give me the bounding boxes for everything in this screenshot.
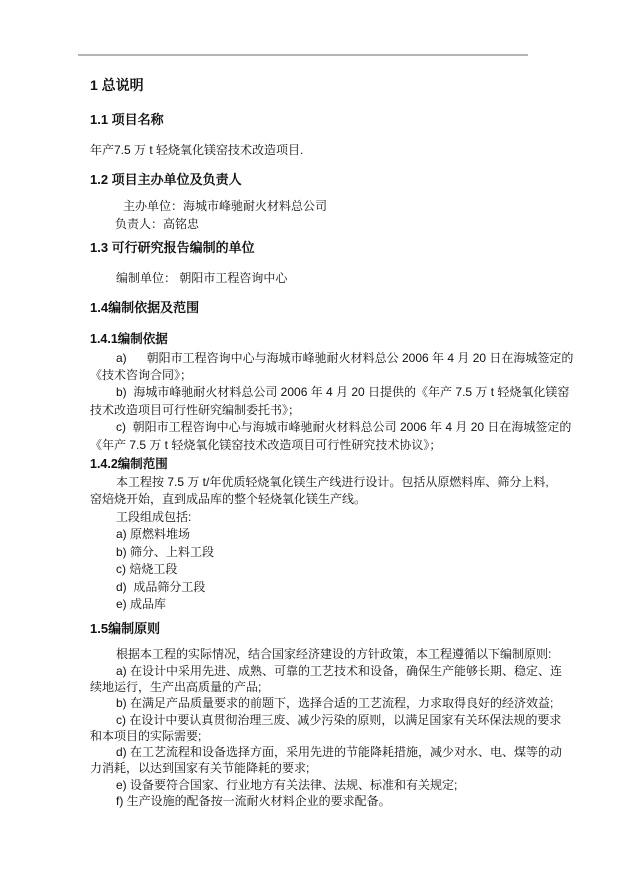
- paragraph-line: 根据本工程的实际情况，结合国家经济建设的方针政策，本工程遵循以下编制原则:: [116, 647, 552, 662]
- paragraph-line: 《年产 7.5 万 t 轻烧氧化镁窑技术改造项目可行性研究技术协议》；: [90, 437, 442, 452]
- paragraph-line: 主办单位：海城市峰驰耐火材料总公司: [123, 199, 328, 214]
- paragraph-line: d) 在工艺流程和设备选择方面，采用先进的节能降耗措施，减少对水、电、煤等的动: [116, 745, 563, 760]
- paragraph-line: 编制单位： 朝阳市工程咨询中心: [116, 271, 288, 286]
- paragraph-line: 本工程按 7.5 万 t/年优质轻烧氧化镁生产线进行设计。包括从原燃料库、筛分上料,: [116, 475, 549, 490]
- paragraph-line: b) 海城市峰驰耐火材料总公司 2006 年 4 月 20 日提供的《年产 7.5 万 t 轻烧氧化镁窑: [116, 385, 570, 400]
- paragraph-line: a) 在设计中采用先进、成熟、可靠的工艺技术和设备，确保生产能够长期、稳定、连: [116, 663, 563, 678]
- section-1-3-body: [90, 270, 550, 287]
- section-1-2-body: [90, 198, 550, 233]
- paragraph-line: 负责人：高铭忠: [115, 216, 200, 231]
- section-heading-1-4: 1.4编制依据及范围: [90, 299, 200, 315]
- section-heading-1-4-1: 1.4.1编制依据: [90, 331, 168, 346]
- list-item-line: d) 成品筛分工段: [116, 579, 206, 594]
- paragraph-line: 工段组成包括:: [116, 509, 192, 524]
- section-heading-1-5: 1.5编制原则: [90, 621, 161, 637]
- section-1-5-body: [90, 646, 563, 809]
- paragraph-line: b) 在满足产品质量要求的前题下，选择合适的工艺流程，力求取得良好的经济效益;: [116, 696, 554, 711]
- section-1-4-2-body: [90, 474, 550, 613]
- paragraph-line: 技术改造项目可行性研究编制委托书》；: [90, 402, 301, 417]
- paragraph-line: e) 设备要符合国家、行业地方有关法律、法规、标准和有关规定;: [116, 777, 458, 792]
- list-item-line: b) 筛分、上料工段: [116, 544, 215, 559]
- paragraph-line: a) 朝阳市工程咨询中心与海城市峰驰耐火材料总公 2006 年 4 月 20 日在海城签定的: [116, 350, 574, 365]
- paragraph-line: c) 朝阳市工程咨询中心与海城市峰驰耐火材料总公司 2006 年 4 月 20 日在海城签定的: [116, 420, 572, 435]
- paragraph-line: 年产7.5 万 t 轻烧氧化镁窑技术改造项目.: [90, 143, 304, 157]
- paragraph-line: 力消耗，以达到国家有关节能降耗的要求;: [90, 761, 310, 776]
- document-content: [90, 76, 574, 809]
- list-item-line: a) 原燃料堆场: [116, 527, 191, 542]
- section-heading-1-3: 1.3 可行研究报告编制的单位: [90, 240, 255, 256]
- list-item-line: e) 成品库: [116, 596, 167, 611]
- paragraph-line: 和本项目的实际需要;: [90, 728, 202, 743]
- paragraph-line: f) 生产设施的配备按一流耐火材料企业的要求配备。: [116, 793, 391, 808]
- section-heading-1-1: 1.1 项目名称: [90, 112, 164, 127]
- paragraph-line: 窑焙烧开始，直到成品库的整个轻烧氧化镁生产线。: [90, 492, 367, 507]
- section-heading-1-4-2: 1.4.2编制范围: [90, 457, 168, 472]
- section-1-1-body: [90, 142, 550, 159]
- main-heading: 1 总说明: [90, 77, 144, 93]
- section-1-4-1-body: [90, 350, 574, 454]
- section-heading-1-2: 1.2 项目主办单位及负责人: [90, 172, 242, 188]
- paragraph-line: 续地运行，生产出高质量的产品;: [90, 679, 262, 694]
- paragraph-line: c) 在设计中要认真贯彻治理三废、减少污染的原则，以满足国家有关环保法规的要求: [116, 712, 562, 727]
- paragraph-line: 《技术咨询合同》；: [90, 368, 193, 383]
- header-rule: [78, 54, 528, 56]
- list-item-line: c) 焙烧工段: [116, 562, 178, 577]
